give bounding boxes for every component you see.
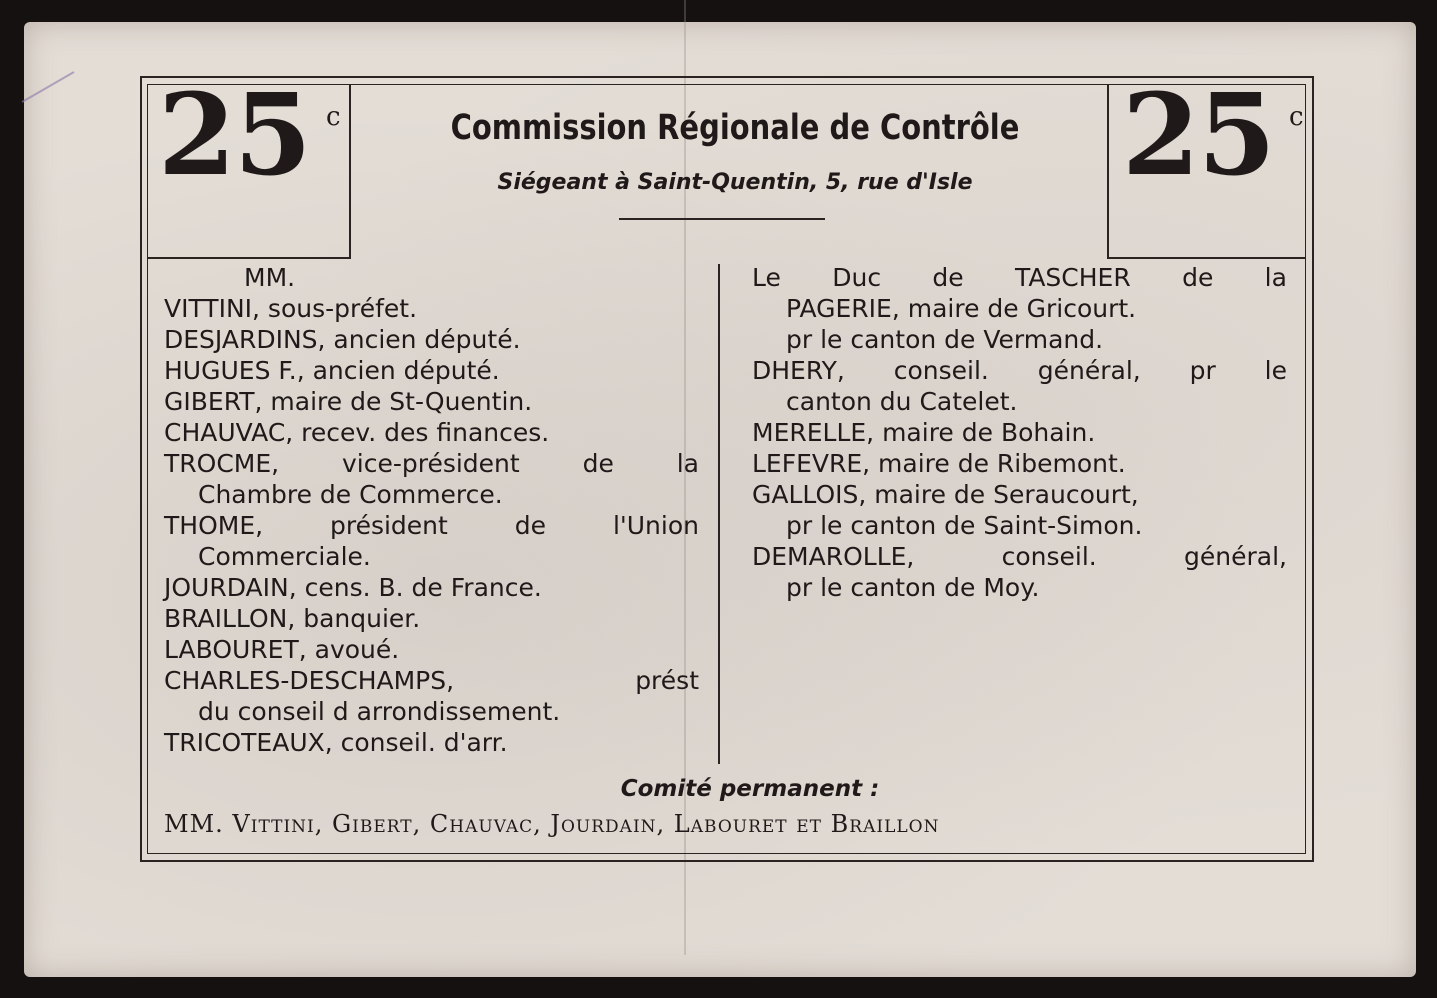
member-text: JOURDAIN, cens. B. de France. bbox=[164, 573, 542, 602]
member-line bbox=[164, 696, 699, 727]
member-text: la bbox=[1264, 263, 1287, 292]
member-text: vice-président bbox=[341, 449, 520, 478]
member-line bbox=[164, 386, 699, 417]
members-right-column bbox=[752, 262, 1287, 603]
member-line bbox=[164, 355, 699, 386]
member-line bbox=[164, 417, 699, 448]
member-text: DHERY, bbox=[752, 356, 845, 385]
value-right: 25 bbox=[1122, 70, 1274, 201]
member-text: GALLOIS, maire de Seraucourt, bbox=[752, 480, 1139, 509]
member-line bbox=[164, 262, 699, 293]
member-text: MERELLE, maire de Bohain. bbox=[752, 418, 1096, 447]
member-text: VITTINI, sous-préfet. bbox=[164, 294, 418, 323]
member-text: général, bbox=[1184, 542, 1287, 571]
member-line bbox=[752, 417, 1287, 448]
member-text: de bbox=[932, 263, 964, 292]
title-rule bbox=[619, 218, 825, 220]
member-text: DEMAROLLE, bbox=[752, 542, 915, 571]
member-line bbox=[164, 634, 699, 665]
page-subtitle: Siégeant à Saint-Quentin, 5, rue d'Isle bbox=[497, 170, 973, 195]
comite-label: Comité permanent : bbox=[620, 776, 880, 802]
value-left: 25 bbox=[158, 70, 310, 201]
member-line bbox=[164, 510, 699, 541]
member-text: l'Union bbox=[612, 511, 699, 540]
column-divider bbox=[718, 264, 720, 764]
comite-members: MM. Vittini, Gibert, Chauvac, Jourdain, Labouret et Braillon bbox=[164, 810, 940, 838]
member-text: TROCME, bbox=[164, 449, 280, 478]
member-line bbox=[164, 448, 699, 479]
member-text: Le bbox=[752, 263, 781, 292]
value-unit-left: c bbox=[326, 102, 341, 132]
member-line bbox=[752, 386, 1287, 417]
member-line bbox=[164, 727, 699, 758]
member-text: prést bbox=[635, 666, 699, 695]
member-text: CHAUVAC, recev. des finances. bbox=[164, 418, 550, 447]
member-text: PAGERIE, maire de Gricourt. bbox=[786, 294, 1137, 323]
member-text: pr le canton de Saint-Simon. bbox=[786, 511, 1143, 540]
member-line bbox=[752, 355, 1287, 386]
member-text: du conseil d arrondissement. bbox=[198, 697, 561, 726]
member-text: conseil. bbox=[893, 356, 989, 385]
member-line bbox=[752, 293, 1287, 324]
member-text: Commerciale. bbox=[198, 542, 371, 571]
member-text: pr le canton de Moy. bbox=[786, 573, 1040, 602]
member-text: Chambre de Commerce. bbox=[198, 480, 503, 509]
member-text: de bbox=[582, 449, 614, 478]
member-text: la bbox=[676, 449, 699, 478]
member-text: LABOURET, avoué. bbox=[164, 635, 400, 664]
member-line bbox=[164, 324, 699, 355]
member-line bbox=[164, 293, 699, 324]
member-text: CHARLES-DESCHAMPS, bbox=[164, 666, 455, 695]
member-line bbox=[752, 510, 1287, 541]
member-text: conseil. bbox=[1001, 542, 1097, 571]
members-left-column bbox=[164, 262, 699, 758]
member-text: DESJARDINS, ancien député. bbox=[164, 325, 521, 354]
member-line bbox=[752, 262, 1287, 293]
member-text: TRICOTEAUX, conseil. d'arr. bbox=[164, 728, 508, 757]
member-text: BRAILLON, banquier. bbox=[164, 604, 421, 633]
member-line bbox=[164, 665, 699, 696]
member-text: LEFEVRE, maire de Ribemont. bbox=[752, 449, 1126, 478]
member-text: pr bbox=[1189, 356, 1216, 385]
member-text: GIBERT, maire de St-Quentin. bbox=[164, 387, 533, 416]
member-line bbox=[164, 603, 699, 634]
member-text: le bbox=[1264, 356, 1287, 385]
member-line bbox=[752, 324, 1287, 355]
member-line bbox=[752, 448, 1287, 479]
member-line bbox=[752, 479, 1287, 510]
member-line bbox=[752, 541, 1287, 572]
member-text: canton du Catelet. bbox=[786, 387, 1018, 416]
member-text: THOME, bbox=[164, 511, 264, 540]
member-text: président bbox=[329, 511, 448, 540]
member-text: TASCHER bbox=[1015, 263, 1131, 292]
member-text: général, bbox=[1037, 356, 1141, 385]
page-title: Commission Régionale de Contrôle bbox=[450, 108, 1020, 148]
member-text: MM. bbox=[244, 263, 296, 292]
member-line bbox=[164, 479, 699, 510]
member-text: HUGUES F., ancien député. bbox=[164, 356, 500, 385]
member-line bbox=[164, 541, 699, 572]
member-line bbox=[164, 572, 699, 603]
member-line bbox=[752, 572, 1287, 603]
member-text: Duc bbox=[832, 263, 882, 292]
member-text: de bbox=[1182, 263, 1214, 292]
member-text: pr le canton de Vermand. bbox=[786, 325, 1104, 354]
member-text: de bbox=[514, 511, 547, 540]
value-unit-right: c bbox=[1289, 102, 1304, 132]
